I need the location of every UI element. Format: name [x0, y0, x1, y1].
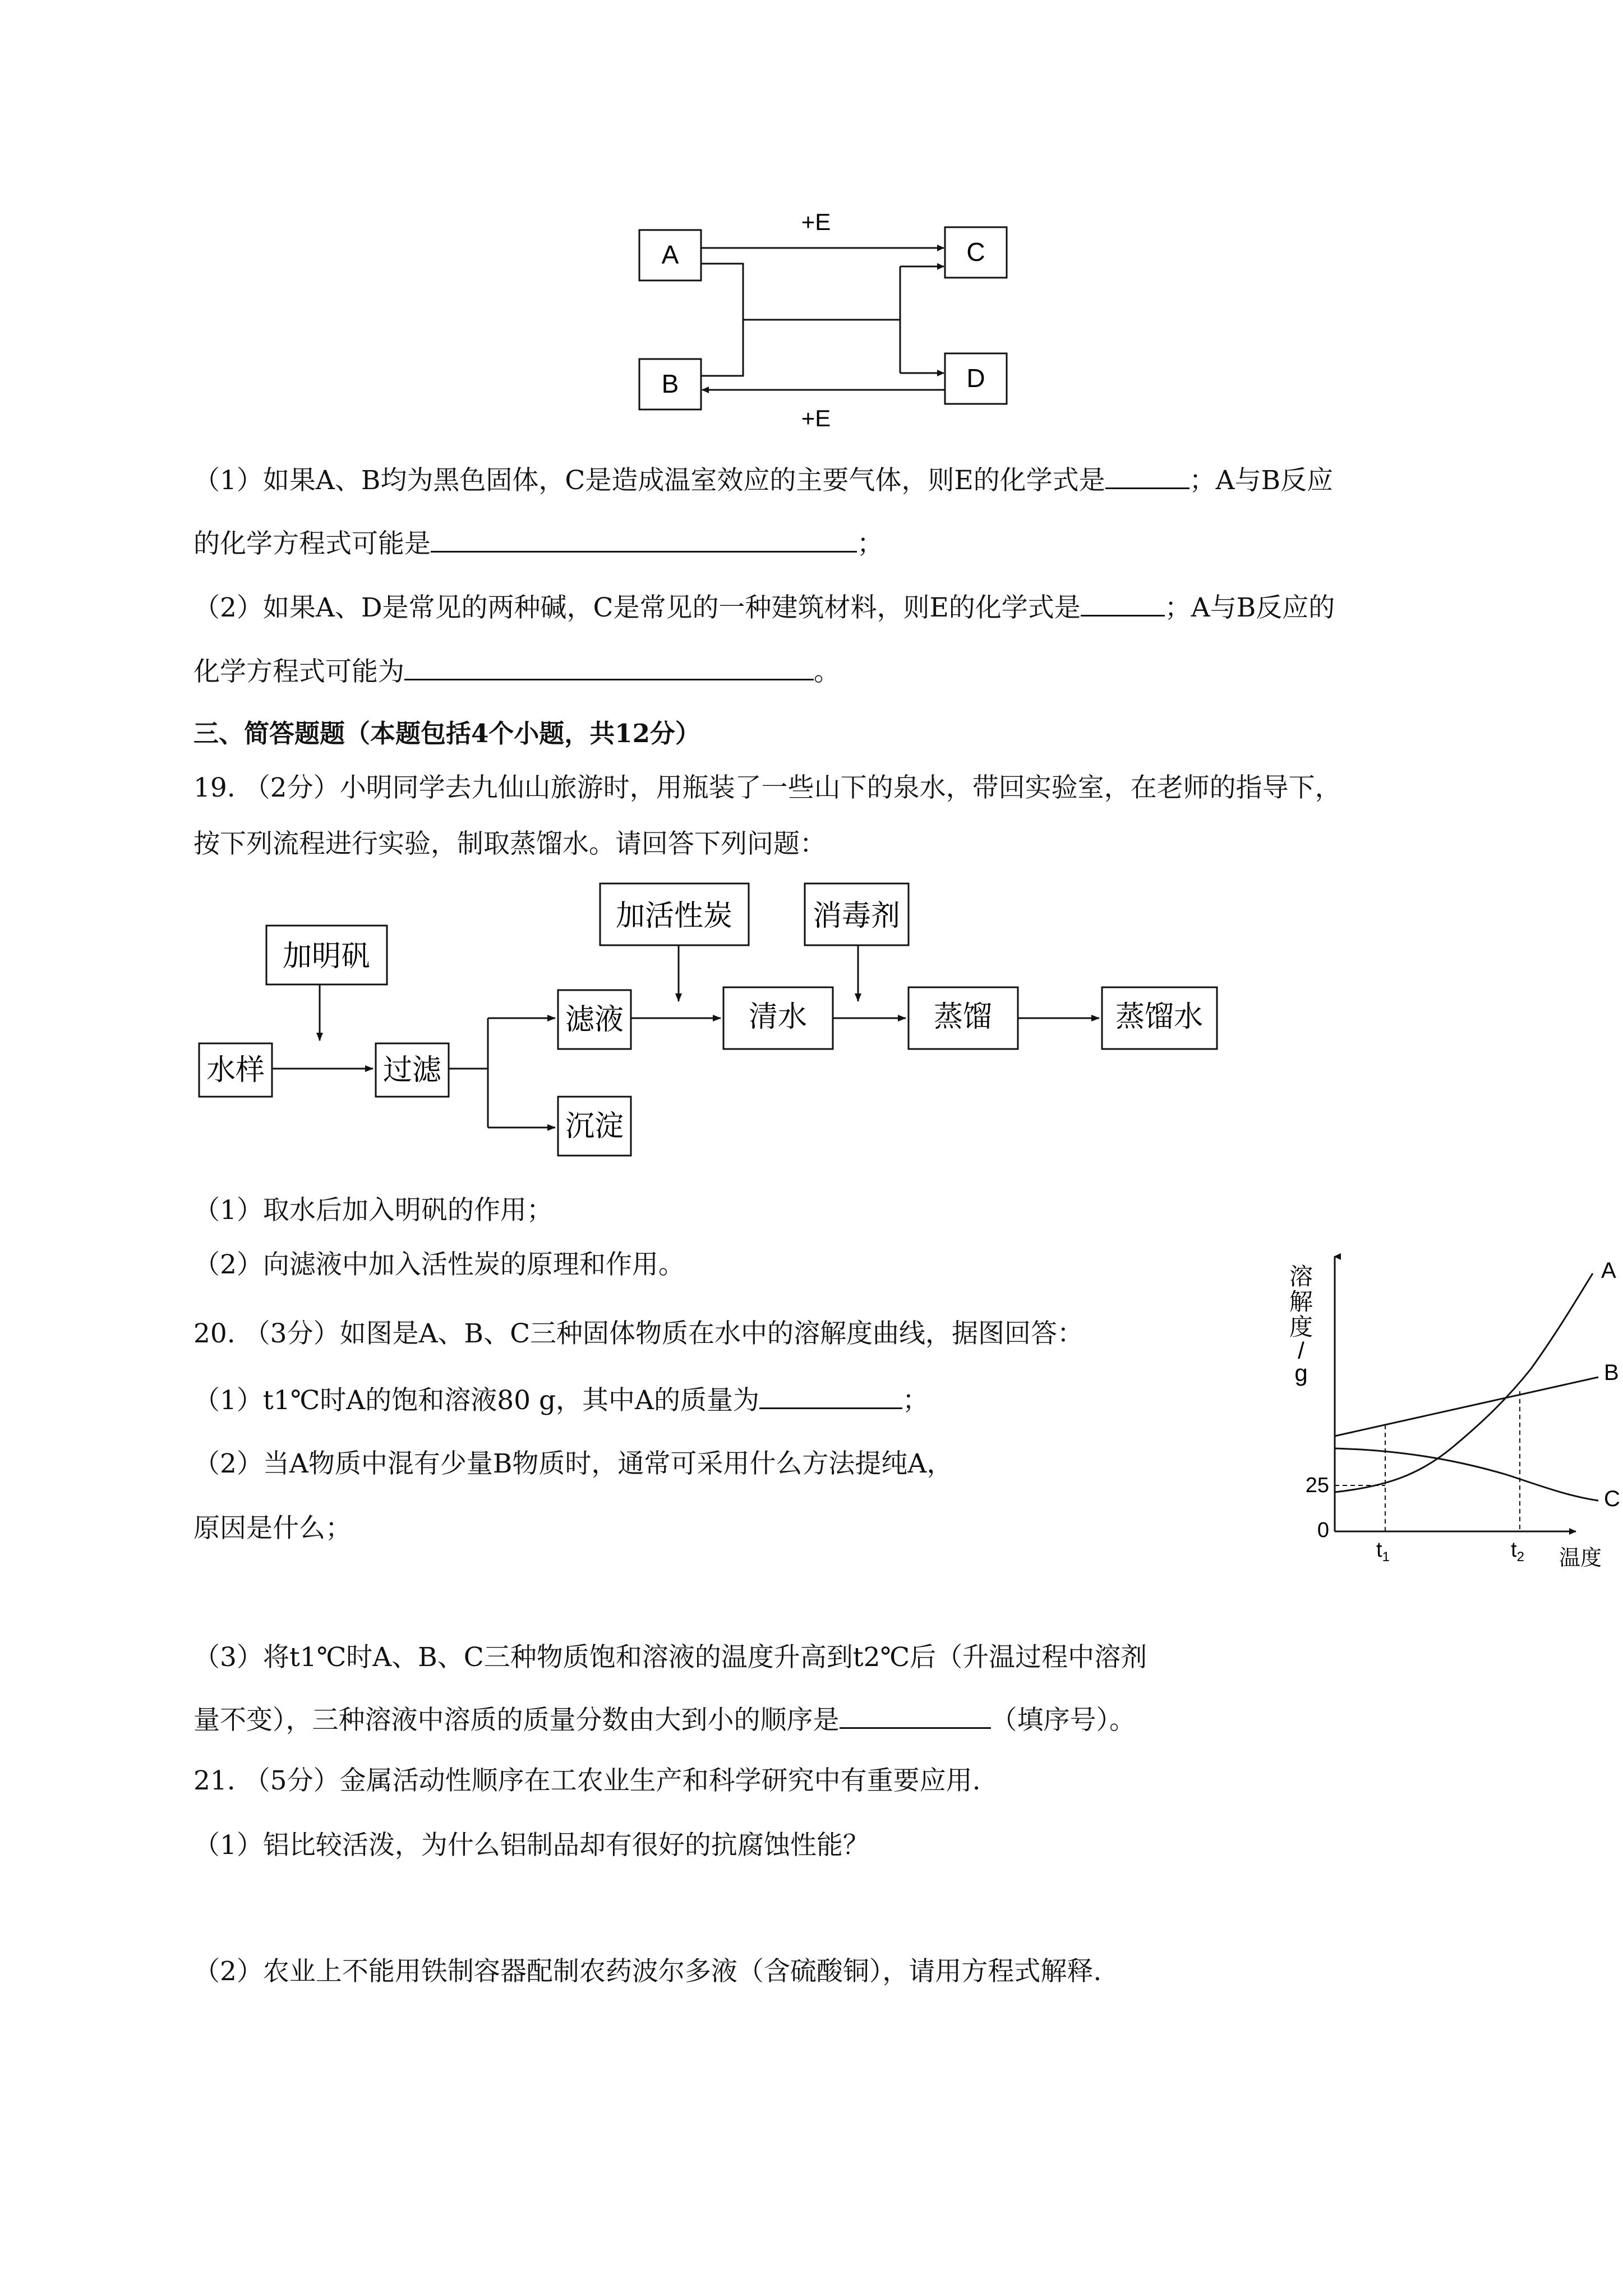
svg-text:g: g: [1294, 1360, 1308, 1386]
flow-water-sample-label: 水样: [206, 1054, 265, 1087]
box-d-label: D: [966, 364, 985, 393]
box-c-label: C: [966, 237, 985, 266]
q21-line1: 21. （5分）金属活动性顺序在工农业生产和科学研究中有重要应用.: [193, 1765, 981, 1796]
flow-distill-label: 蒸馏: [933, 1001, 993, 1033]
top-plus-e: +E: [801, 209, 831, 235]
q18-blank-e-formula-1[interactable]: [1105, 463, 1189, 489]
q20-sub2-line2: 原因是什么；: [193, 1513, 352, 1544]
q18-part1-line1: （1）如果A、B均为黑色固体，C是造成温室效应的主要气体，则E的化学式是 ；A与B反应: [193, 463, 1333, 498]
bottom-plus-e: +E: [801, 405, 831, 431]
curve-a: [1335, 1273, 1593, 1492]
q21-sub2: （2）农业上不能用铁制容器配制农药波尔多液（含硫酸铜），请用方程式解释.: [193, 1956, 1102, 1987]
q18-blank-equation-2[interactable]: [404, 654, 814, 680]
q20-sub3-line2: 量不变），三种溶液中溶质的质量分数由大到小的顺序是 （填序号）。: [193, 1703, 1136, 1737]
flow-filtrate-label: 滤液: [565, 1004, 624, 1036]
q20-line1: 20. （3分）如图是A、B、C三种固体物质在水中的溶解度曲线，据图回答：: [193, 1318, 1084, 1349]
reaction-diagram: [617, 202, 1021, 438]
x-tick-t2: $t_2$: [1511, 1538, 1524, 1565]
box-a-label: A: [661, 240, 679, 269]
flow-distilled-water-label: 蒸馏水: [1115, 1001, 1204, 1033]
q20-sub3-line1: （3）将t1℃时A、B、C三种物质饱和溶液的温度升高到t2℃后（升温过程中溶剂: [193, 1642, 1147, 1673]
q18-part1-line2: 的化学方程式可能是 ；: [193, 526, 883, 561]
q19-sub1: （1）取水后加入明矾的作用；: [193, 1195, 553, 1226]
flow-alum-label: 加明矾: [282, 940, 371, 973]
flow-precipitate-label: 沉淀: [565, 1110, 624, 1143]
q18-part2-line2: 化学方程式可能为 。: [193, 654, 840, 689]
flow-disinfectant-label: 消毒剂: [812, 900, 901, 932]
x-tick-t1: $t_1$: [1376, 1538, 1390, 1565]
x-axis-label: 温度: [1559, 1547, 1602, 1570]
series-label-c: C: [1604, 1487, 1620, 1511]
svg-text:度: 度: [1289, 1314, 1313, 1340]
q20-blank-order[interactable]: [840, 1703, 991, 1729]
q19-line1: 19. （2分）小明同学去九仙山旅游时，用瓶装了一些山下的泉水，带回实验室，在老师的指导下，: [193, 772, 1341, 803]
box-b-label: B: [661, 369, 679, 398]
svg-text:/: /: [1298, 1337, 1304, 1364]
q18-blank-equation-1[interactable]: [431, 526, 857, 553]
q20-sub1: （1）t1℃时A的饱和溶液80 g，其中A的质量为 ；: [193, 1383, 929, 1418]
solubility-chart: [1273, 1251, 1621, 1582]
water-flow-diagram: [193, 875, 1231, 1178]
curve-b: [1335, 1377, 1598, 1436]
q19-sub2: （2）向滤液中加入活性炭的原理和作用。: [193, 1249, 685, 1280]
svg-text:解: 解: [1289, 1289, 1313, 1315]
section-3-title: 三、简答题题（本题包括4个小题，共12分）: [193, 719, 700, 748]
q19-line2: 按下列流程进行实验，制取蒸馏水。请回答下列问题：: [193, 829, 826, 859]
flow-carbon-label: 加活性炭: [615, 900, 733, 932]
flow-filter-label: 过滤: [382, 1054, 442, 1087]
q21-sub1: （1）铝比较活泼，为什么铝制品却有很好的抗腐蚀性能？: [193, 1830, 869, 1861]
svg-text:溶: 溶: [1289, 1263, 1313, 1290]
y-tick-0: 0: [1317, 1519, 1329, 1542]
series-label-b: B: [1604, 1360, 1619, 1385]
q18-blank-e-formula-2[interactable]: [1081, 590, 1165, 616]
q20-blank-mass[interactable]: [759, 1383, 902, 1409]
y-tick-25: 25: [1305, 1474, 1329, 1497]
q18-part2-line1: （2）如果A、D是常见的两种碱，C是常见的一种建筑材料，则E的化学式是 ；A与B反应的: [193, 590, 1335, 625]
y-axis-label: [1289, 1263, 1313, 1386]
flow-clear-water-label: 清水: [748, 1001, 808, 1033]
series-label-a: A: [1601, 1258, 1616, 1283]
q20-sub2-line1: （2）当A物质中混有少量B物质时，通常可采用什么方法提纯A，: [193, 1448, 953, 1479]
curve-c: [1335, 1448, 1598, 1501]
